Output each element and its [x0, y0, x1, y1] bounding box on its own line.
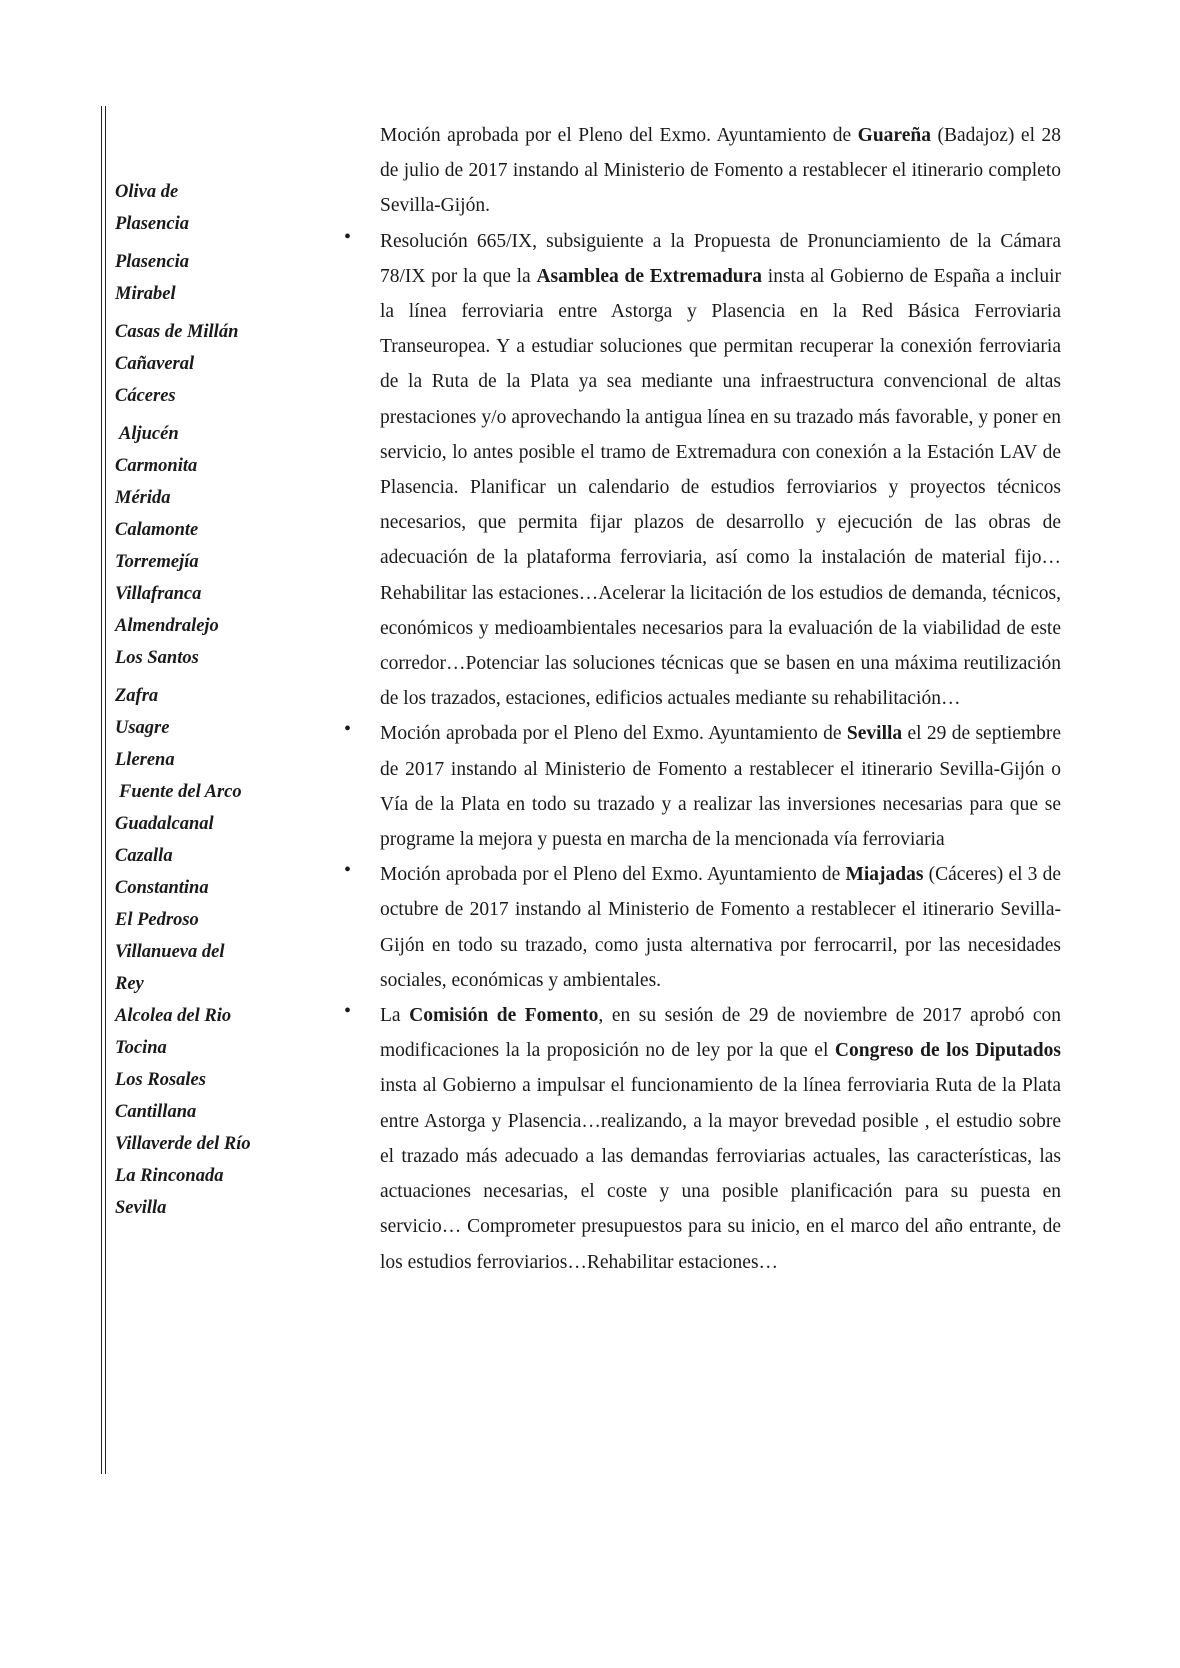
paragraph-text: La	[380, 1005, 410, 1027]
route-towns-list	[115, 176, 345, 1224]
paragraph-text: el 29 de septiembre de 2017 instando al Ministerio de Fomento a restablecer el itinerario Sevilla-Gijón o Vía de la Plata en todo su trazado y a realizar las inversiones necesarias para que se programe la mejora y puesta en marcha de la mencionada vía ferroviaria	[380, 723, 1061, 851]
town-item: Llerena	[115, 750, 175, 770]
bold-term: Miajadas	[845, 864, 924, 886]
town-item: Almendralejo	[115, 616, 219, 636]
paragraph-text: , en su sesión de 29 de noviembre de 2017 aprobó con modificaciones la la proposición no de ley por la que el	[380, 1005, 1062, 1062]
town-item: Plasencia	[115, 252, 189, 272]
town-item: Rey	[115, 974, 144, 994]
paragraph-text: insta al Gobierno de España a incluir la línea ferroviaria entre Astorga y Plasencia en la Red Básica Ferroviaria Transeuropea. Y a estudiar soluciones que permitan recuperar la conexión ferroviaria de la Ruta de la Plata ya sea mediante una infraestructura convencional de altas prestaciones y/o aprovechando la antigua línea en su trazado más favorable, y poner en servicio, lo antes posible el tramo de Extremadura con conexión a la Estación LAV de Plasencia. Planificar un calendario de estudios ferroviarios y proyectos técnicos necesarios, que permita fijar plazos de desarrollo y ejecución de las obras de adecuación de la plataforma ferroviaria, así como la instalación de material fijo…Rehabilitar las estaciones…Acelerar la licitación de los estudios de demanda, técnicos, económicos y medioambientales necesarios para la evaluación de la viabilidad de este corredor…Potenciar las soluciones técnicas que se basen en una máxima reutilización de los trazados, estaciones, edificios actuales mediante su rehabilitación…	[380, 265, 1061, 710]
bold-term: Congreso de los Diputados	[834, 1040, 1061, 1062]
town-item: Calamonte	[115, 520, 199, 540]
town-item: Usagre	[115, 718, 170, 738]
paragraph-text: Moción aprobada por el Pleno del Exmo. Ayuntamiento de	[380, 723, 847, 745]
bullet-comision-fomento	[380, 998, 1061, 1280]
bold-term: Asamblea de Extremadura	[536, 265, 763, 287]
town-item: Mirabel	[115, 284, 176, 304]
town-item: Villanueva del	[115, 942, 225, 962]
bold-term: Guareña	[857, 125, 931, 146]
town-item: Tocina	[115, 1038, 167, 1058]
town-item: Oliva de	[115, 182, 179, 202]
sidebar-double-rule	[101, 106, 106, 1474]
paragraph-text: (Cáceres) el 3 de octubre de 2017 instando al Ministerio de Fomento a restablecer el itinerario Sevilla-Gijón en todo su trazado, como justa alternativa por ferrocarril, por las necesidades sociales, económicas y ambientales.	[380, 864, 1062, 991]
town-item: Los Santos	[115, 648, 199, 668]
town-item: El Pedroso	[115, 910, 199, 930]
town-item: Cáceres	[115, 386, 176, 406]
paragraph-guarena-motion	[380, 118, 1061, 224]
bold-term: Comisión de Fomento	[409, 1005, 599, 1027]
paragraph-text: Resolución 665/IX, subsiguiente a la Propuesta de Pronunciamiento de la Cámara 78/IX por la que la	[380, 230, 1061, 287]
paragraph-text: Moción aprobada por el Pleno del Exmo. Ayuntamiento de	[380, 125, 858, 146]
town-item: Villaverde del Río	[115, 1134, 251, 1154]
town-item: Plasencia	[115, 214, 189, 234]
town-item: Cañaveral	[115, 354, 195, 374]
paragraph-text: insta al Gobierno a impulsar el funcionamiento de la línea ferroviaria Ruta de la Plata entre Astorga y Plasencia…realizando, a la mayor brevedad posible , el estudio sobre el trazado más adecuado a las demandas ferroviarias actuales, las características, las actuaciones necesarias, el coste y una posible planificación para su puesta en servicio… Comprometer presupuestos para su inicio, en el marco del año entrante, de los estudios ferroviarios…Rehabilitar estaciones…	[380, 1075, 1061, 1273]
town-item: Mérida	[115, 488, 171, 508]
bullet-miajadas-motion	[380, 857, 1061, 998]
town-item: Alcolea del Rio	[115, 1006, 232, 1026]
town-item: Guadalcanal	[115, 814, 214, 834]
town-item: Los Rosales	[115, 1070, 206, 1090]
town-item: Cantillana	[115, 1102, 197, 1122]
town-item: Villafranca	[115, 584, 202, 604]
town-item: Cazalla	[115, 846, 173, 866]
town-item: Zafra	[115, 686, 159, 706]
town-item: Casas de Millán	[115, 322, 239, 342]
paragraph-text: Moción aprobada por el Pleno del Exmo. Ayuntamiento de	[380, 864, 846, 886]
bullet-sevilla-motion	[380, 716, 1061, 857]
town-item: La Rinconada	[115, 1166, 224, 1186]
bullet-asamblea-resolution	[380, 224, 1061, 717]
town-item: Aljucén	[119, 424, 179, 444]
paragraph-text: (Badajoz) el 28 de julio de 2017 instando al Ministerio de Fomento a restablecer el itinerario completo Sevilla-Gijón.	[380, 125, 1062, 217]
town-item: Carmonita	[115, 456, 198, 476]
town-item: Fuente del Arco	[119, 782, 242, 802]
town-item: Sevilla	[115, 1198, 167, 1218]
bold-term: Sevilla	[846, 723, 903, 745]
town-item: Constantina	[115, 878, 209, 898]
town-item: Torremejía	[115, 552, 199, 572]
document-body	[380, 118, 1061, 1280]
